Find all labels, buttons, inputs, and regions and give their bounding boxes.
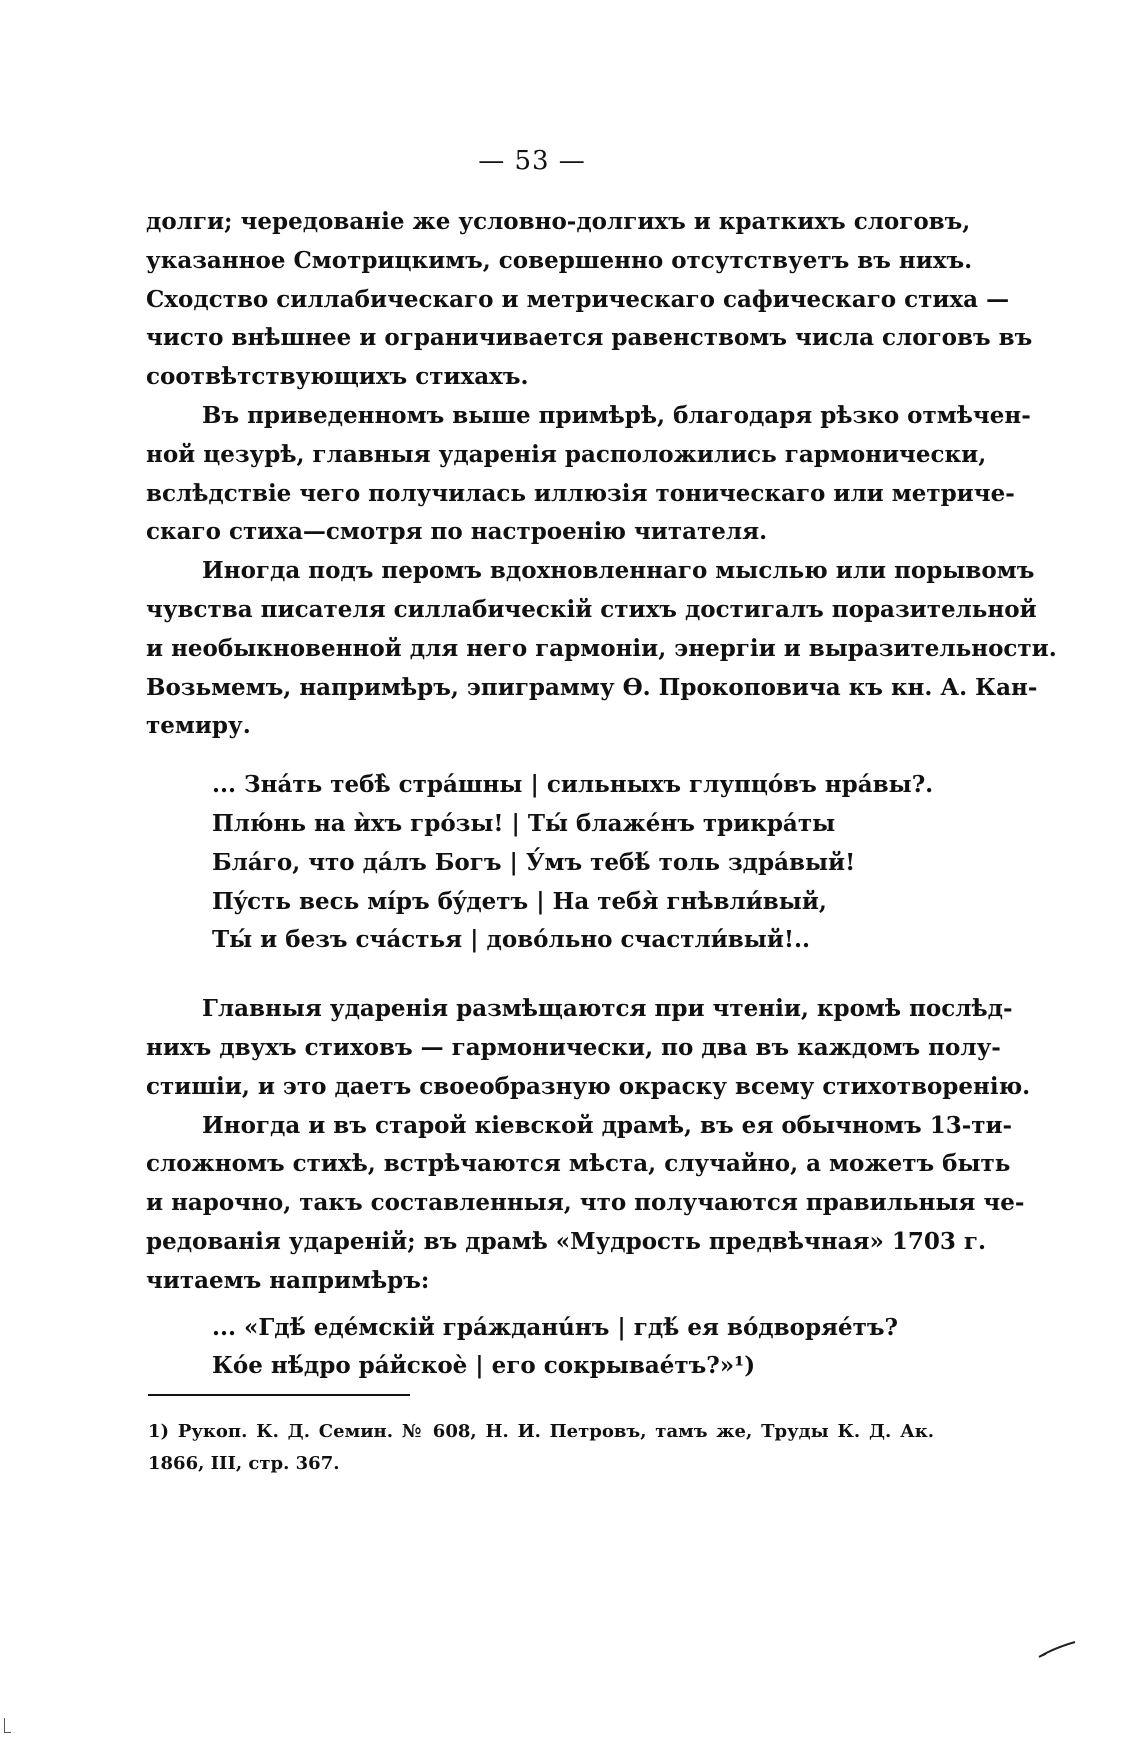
text-line: Иногда и въ старой кіевской драмѣ, въ ея обычномъ 13-ти- bbox=[202, 1111, 1013, 1139]
verse-line: Блáго, что дáлъ Богъ | У́мъ тебѣ́ толь здрáвый! bbox=[212, 848, 856, 876]
verse-quotation-1 bbox=[146, 766, 936, 960]
paragraph-4 bbox=[146, 990, 1031, 1106]
text-line: читаемъ напримѣръ: bbox=[146, 1266, 430, 1294]
text-line: редованія удареній; въ драмѣ «Мудрость предвѣчная» 1703 г. bbox=[146, 1227, 987, 1255]
verse-quotation-2 bbox=[146, 1309, 936, 1387]
footnote-divider bbox=[148, 1394, 410, 1396]
text-line: Иногда подъ перомъ вдохновленнаго мыслью или порывомъ bbox=[202, 557, 1035, 585]
text-line: ной цезурѣ, главныя ударенія расположились гармонически, bbox=[146, 440, 987, 468]
text-line: Главныя ударенія размѣщаются при чтеніи, кромѣ послѣд- bbox=[202, 995, 1013, 1023]
text-line: скаго стиха—смотря по настроенію читателя. bbox=[146, 518, 768, 546]
verse-line: ... «Гдѣ́ едéмскій грáжданúнъ | гдѣ́ ея вóдворяéтъ? bbox=[212, 1313, 899, 1341]
text-line: нихъ двухъ стиховъ — гармонически, по два въ каждомъ полу- bbox=[146, 1033, 1001, 1061]
footnote-line: 1866, III, стр. 367. bbox=[148, 1453, 340, 1474]
text-line: указанное Смотрицкимъ, совершенно отсутствуетъ въ нихъ. bbox=[146, 246, 973, 274]
text-line: Возьмемъ, напримѣръ, эпиграмму Ѳ. Прокоповича къ кн. А. Кан- bbox=[146, 673, 1038, 701]
text-line: и нарочно, такъ составленныя, что получаются правильныя че- bbox=[146, 1189, 1025, 1217]
text-line: долги; чередованіе же условно-долгихъ и краткихъ слоговъ, bbox=[146, 208, 971, 235]
text-line: чисто внѣшнее и ограничивается равенствомъ числа слоговъ въ bbox=[146, 324, 1033, 352]
verse-line: Плю́нь на ѝхъ грóзы! | Ты́ блажéнъ трикрáты bbox=[212, 809, 836, 837]
text-line: Сходство силлабическаго и метрическаго сафическаго стиха — bbox=[146, 285, 1010, 313]
verse-line: Ты́ и безъ счáстья | довóльно счастли́вый!.. bbox=[212, 926, 811, 954]
text-line: Въ приведенномъ выше примѣрѣ, благодаря рѣзко отмѣчен- bbox=[202, 401, 1031, 429]
verse-line: Пýсть весь мíръ бýдетъ | На тебя̀ гнѣвли́вый, bbox=[212, 887, 827, 915]
text-line: вслѣдствіе чего получилась иллюзія тоническаго или метриче- bbox=[146, 479, 1015, 507]
margin-tick-icon bbox=[4, 1718, 11, 1733]
footnote-line: 1) Рукоп. К. Д. Семин. № 608, Н. И. Петровъ, тамъ же, Труды К. Д. Ак. bbox=[148, 1421, 934, 1442]
paragraph-5 bbox=[146, 1107, 1025, 1301]
verse-line: ... Знáть тебѣ̀ стрáшны | сильныхъ глупцóвъ нрáвы?. bbox=[212, 771, 934, 799]
paragraph-3 bbox=[146, 552, 1057, 746]
paragraph-2 bbox=[146, 397, 1031, 552]
text-line: стишіи, и это даетъ своеобразную окраску всему стихотворенію. bbox=[146, 1072, 1031, 1100]
text-line: и необыкновенной для него гармоніи, энергіи и выразительности. bbox=[146, 634, 1057, 662]
text-line: сложномъ стихѣ, встрѣчаются мѣста, случайно, а можетъ быть bbox=[146, 1150, 1011, 1178]
paragraph-1 bbox=[146, 203, 1033, 397]
footnote bbox=[148, 1416, 934, 1480]
page-number: — 53 — bbox=[478, 146, 586, 176]
text-line: чувства писателя силлабическій стихъ достигалъ поразительной bbox=[146, 595, 1037, 623]
pencil-mark-icon bbox=[1037, 1641, 1077, 1659]
text-line: темиру. bbox=[146, 712, 251, 740]
body-text bbox=[146, 203, 1057, 1386]
text-line: соотвѣтствующихъ стихахъ. bbox=[146, 363, 529, 391]
verse-line: Кóе нѣ́дро рáйскоѐ | его сокрываéтъ?»¹) bbox=[212, 1352, 756, 1380]
